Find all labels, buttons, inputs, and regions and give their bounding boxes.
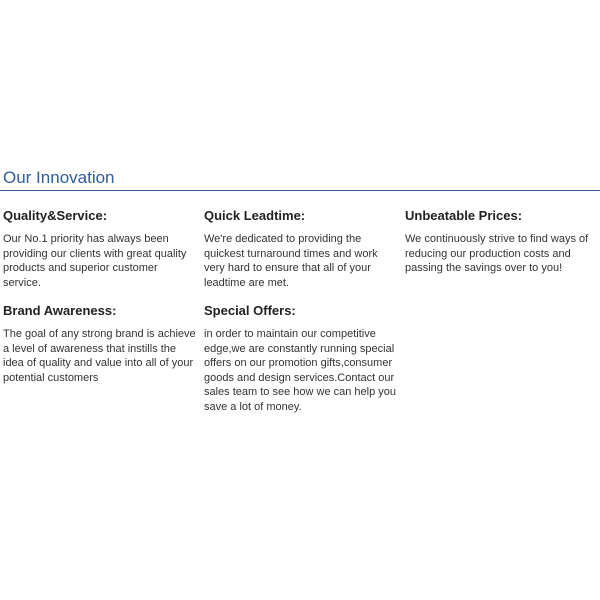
feature-heading: Unbeatable Prices: xyxy=(405,208,523,223)
feature-text: in order to maintain our competitive edge,we are constantly running special offers on our promotion gifts,consumer goods and design services.Contact our sales team to see how we can help you save a lot of money. xyxy=(204,328,397,413)
feature-text: Our No.1 priority has always been providing our clients with great quality products and superior customer service. xyxy=(3,233,187,289)
feature-unbeatable-prices xyxy=(405,208,597,276)
feature-heading: Special Offers: xyxy=(204,303,296,318)
feature-heading: Quality&Service: xyxy=(3,208,108,223)
feature-quick-leadtime xyxy=(204,208,399,290)
feature-text: We continuously strive to find ways of reducing our production costs and passing the savings over to you! xyxy=(405,233,589,274)
feature-special-offers xyxy=(204,303,399,414)
feature-quality-service xyxy=(3,208,198,290)
feature-heading: Brand Awareness: xyxy=(3,303,117,318)
feature-text: The goal of any strong brand is achieve a level of awareness that instills the idea of quality and value into all of your potential customers xyxy=(3,328,196,384)
section-title: Our Innovation xyxy=(3,168,115,187)
feature-heading: Quick Leadtime: xyxy=(204,208,306,223)
innovation-section xyxy=(0,167,600,447)
feature-brand-awareness xyxy=(3,303,198,385)
feature-text: We're dedicated to providing the quickest turnaround times and work very hard to ensure that all of your leadtime are met. xyxy=(204,233,378,289)
section-divider xyxy=(0,190,600,191)
